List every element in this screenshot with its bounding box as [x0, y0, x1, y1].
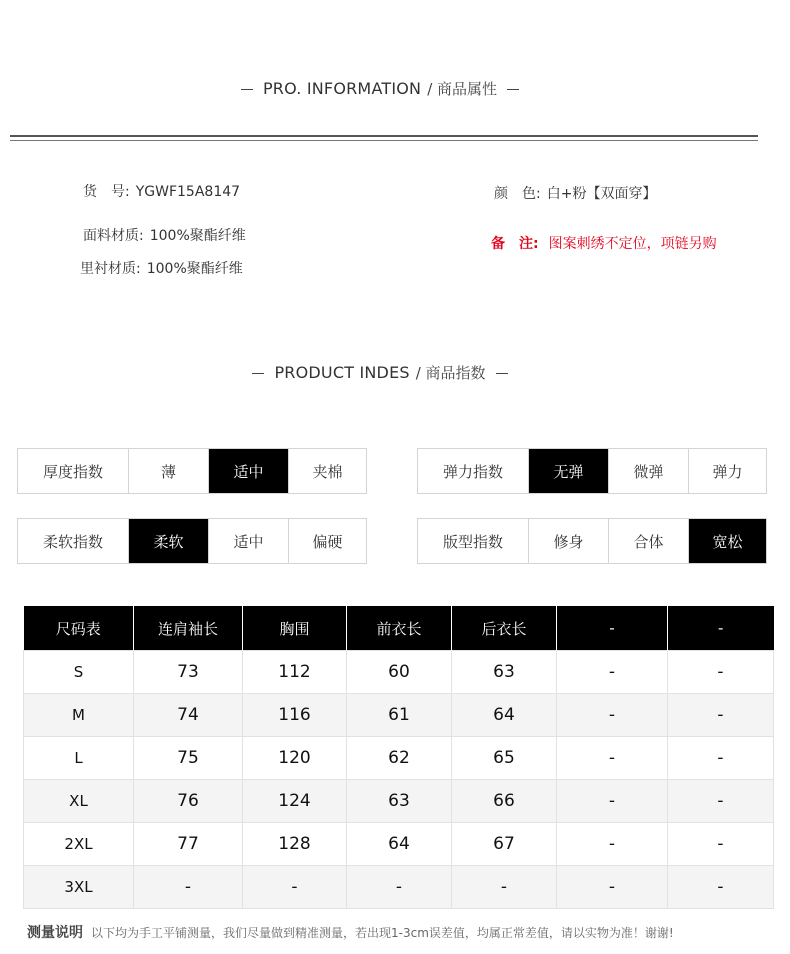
- table-cell: 73: [134, 651, 243, 694]
- table-cell: -: [668, 651, 774, 694]
- table-row: [24, 694, 774, 737]
- table-cell: 60: [347, 651, 452, 694]
- divider-rule-top: [10, 135, 758, 137]
- title-dash-right: [507, 89, 519, 90]
- table-cell: 3XL: [24, 866, 134, 909]
- table-cell: 65: [452, 737, 557, 780]
- index-option: 薄: [128, 449, 208, 493]
- table-cell: -: [134, 866, 243, 909]
- table-cell: 63: [452, 651, 557, 694]
- index-option: 修身: [528, 519, 608, 563]
- index-fit: [417, 518, 767, 564]
- info-item-color: [494, 183, 656, 203]
- index-option: 微弹: [608, 449, 688, 493]
- size-table-header: 前衣长: [347, 606, 452, 651]
- table-cell: 67: [452, 823, 557, 866]
- pro-info-title-en: PRO. INFORMATION: [262, 79, 422, 98]
- info-label: 货 号:: [83, 184, 130, 200]
- table-cell: -: [668, 694, 774, 737]
- table-cell: 75: [134, 737, 243, 780]
- table-cell: -: [668, 737, 774, 780]
- table-cell: -: [668, 866, 774, 909]
- table-cell: 64: [347, 823, 452, 866]
- title-dash-left: [252, 373, 264, 374]
- index-option-selected: 宽松: [688, 519, 766, 563]
- product-index-title-cn: / 商品指数: [415, 364, 486, 382]
- index-option: 适中: [208, 519, 288, 563]
- info-label: 颜 色:: [494, 186, 541, 202]
- table-row: [24, 651, 774, 694]
- table-cell: -: [557, 737, 668, 780]
- info-value: 白+粉【双面穿】: [546, 186, 657, 202]
- pro-info-title: [0, 78, 760, 99]
- table-cell: S: [24, 651, 134, 694]
- table-cell: 74: [134, 694, 243, 737]
- table-cell: -: [557, 823, 668, 866]
- table-cell: 124: [243, 780, 347, 823]
- info-value: 100%聚酯纤维: [149, 228, 246, 244]
- info-item-lining: [80, 258, 243, 278]
- product-index-title: [0, 362, 760, 383]
- table-cell: 128: [243, 823, 347, 866]
- table-cell: -: [557, 694, 668, 737]
- table-cell: 62: [347, 737, 452, 780]
- table-row: [24, 866, 774, 909]
- size-table-header: 胸围: [243, 606, 347, 651]
- table-cell: 76: [134, 780, 243, 823]
- info-label: 里衬材质:: [80, 261, 141, 277]
- info-item-remark: [491, 233, 717, 253]
- table-cell: 64: [452, 694, 557, 737]
- info-item-style-no: [83, 181, 240, 201]
- info-value: 100%聚酯纤维: [146, 261, 243, 277]
- index-option: 弹力: [688, 449, 766, 493]
- product-index-title-en: PRODUCT INDES: [274, 363, 410, 382]
- index-option-selected: 柔软: [128, 519, 208, 563]
- index-option: 偏硬: [288, 519, 366, 563]
- info-item-fabric: [83, 225, 246, 245]
- size-table-header: 连肩袖长: [134, 606, 243, 651]
- table-cell: 63: [347, 780, 452, 823]
- table-cell: -: [668, 823, 774, 866]
- info-value: 图案刺绣不定位，项链另购: [548, 236, 717, 252]
- info-label: 备 注:: [491, 236, 539, 252]
- table-cell: -: [557, 651, 668, 694]
- table-cell: 61: [347, 694, 452, 737]
- index-option: 夹棉: [288, 449, 366, 493]
- size-table-header: -: [668, 606, 774, 651]
- divider-rule-bottom: [10, 140, 758, 141]
- size-table-header: -: [557, 606, 668, 651]
- table-cell: 66: [452, 780, 557, 823]
- table-cell: 77: [134, 823, 243, 866]
- table-row: [24, 823, 774, 866]
- index-softness: [17, 518, 367, 564]
- size-table-header-row: [24, 606, 774, 651]
- title-dash-left: [241, 89, 253, 90]
- info-label: 面料材质:: [83, 228, 144, 244]
- table-cell: -: [243, 866, 347, 909]
- table-cell: -: [557, 866, 668, 909]
- title-dash-right: [496, 373, 508, 374]
- measurement-note-text: 以下均为手工平铺测量，我们尽量做到精准测量，若出现1-3cm误差值，均属正常差值，请以实物为准！谢谢!: [91, 926, 674, 940]
- table-cell: L: [24, 737, 134, 780]
- measurement-note: [27, 922, 674, 942]
- info-value: YGWF15A8147: [135, 184, 241, 200]
- index-label: 弹力指数: [442, 462, 503, 481]
- index-label: 柔软指数: [42, 532, 103, 551]
- table-cell: 112: [243, 651, 347, 694]
- table-row: [24, 780, 774, 823]
- size-table-header: 尺码表: [24, 606, 134, 651]
- table-row: [24, 737, 774, 780]
- table-cell: -: [557, 780, 668, 823]
- size-table: [23, 606, 774, 909]
- index-thickness: [17, 448, 367, 494]
- table-cell: -: [668, 780, 774, 823]
- table-cell: -: [347, 866, 452, 909]
- index-elasticity: [417, 448, 767, 494]
- pro-info-title-cn: / 商品属性: [427, 80, 498, 98]
- index-label: 厚度指数: [42, 462, 103, 481]
- index-option-selected: 无弹: [528, 449, 608, 493]
- table-cell: 120: [243, 737, 347, 780]
- index-label: 版型指数: [442, 532, 503, 551]
- index-option-selected: 适中: [208, 449, 288, 493]
- table-cell: 2XL: [24, 823, 134, 866]
- size-table-header: 后衣长: [452, 606, 557, 651]
- table-cell: M: [24, 694, 134, 737]
- index-option: 合体: [608, 519, 688, 563]
- table-cell: 116: [243, 694, 347, 737]
- table-cell: -: [452, 866, 557, 909]
- measurement-note-head: 测量说明: [27, 925, 83, 941]
- table-cell: XL: [24, 780, 134, 823]
